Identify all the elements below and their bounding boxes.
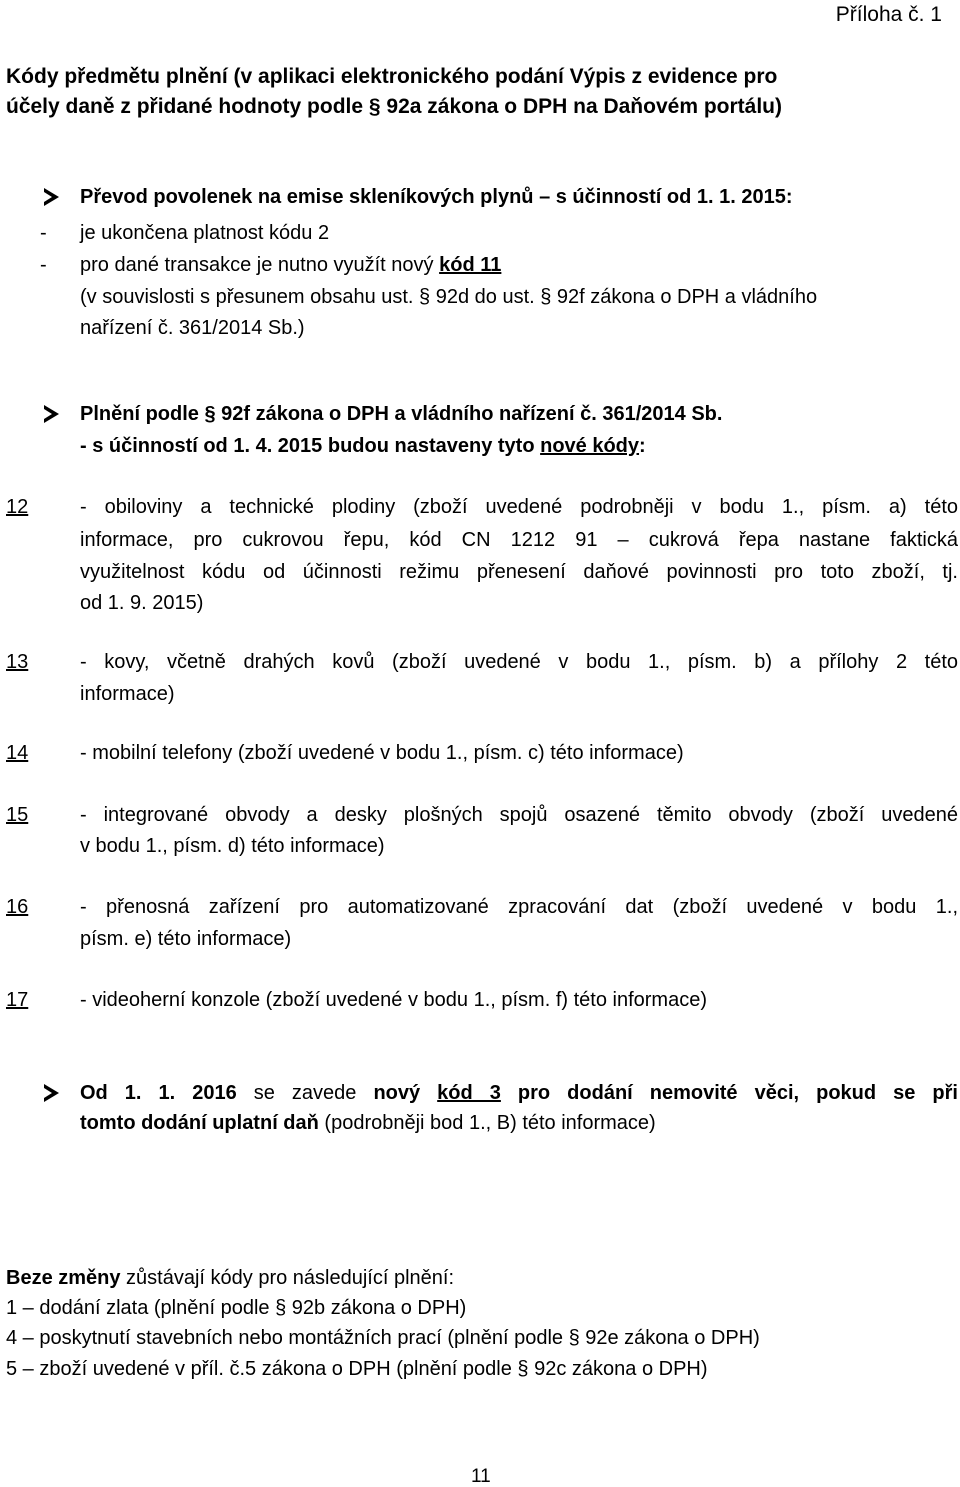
section1-dash2 bbox=[80, 255, 501, 275]
code-desc-line: informace) bbox=[80, 683, 175, 705]
section3-bold-phrase: tomto dodání uplatní daň bbox=[80, 1112, 319, 1134]
code-desc-line: v bodu 1., písm. d) této informace) bbox=[80, 835, 385, 857]
new-codes-label: nové kódy bbox=[540, 435, 640, 457]
code-desc-line: - integrované obvody a desky plošných spojů osazené těmito obvody (zboží uvedené bbox=[80, 804, 958, 826]
page-number: 11 bbox=[471, 1466, 491, 1487]
new-code-11: kód 11 bbox=[439, 254, 502, 276]
code-number: 14 bbox=[6, 742, 29, 764]
code-number: 12 bbox=[6, 496, 29, 518]
section3-ref: (podrobněji bod 1., B) této informace) bbox=[318, 1112, 656, 1134]
section3-new: nový bbox=[373, 1082, 438, 1104]
code-desc-line: informace, pro cukrovou řepu, kód CN 1212 91 – cukrová řepa nastane faktická bbox=[80, 529, 958, 551]
section1-dash2-line2: (v souvislosti s přesunem obsahu ust. § 92d do ust. § 92f zákona o DPH a vládního bbox=[80, 286, 818, 308]
section2-heading: Plnění podle § 92f zákona o DPH a vládního nařízení č. 361/2014 Sb. bbox=[80, 403, 723, 425]
section1-dash2-line3: nařízení č. 361/2014 Sb.) bbox=[80, 317, 305, 339]
unchanged-rest: zůstávají kódy pro následující plnění: bbox=[120, 1267, 455, 1289]
section2-subheading bbox=[80, 436, 646, 456]
dash-marker: - bbox=[40, 222, 47, 244]
unchanged-code-item: 1 – dodání zlata (plnění podle § 92b zákona o DPH) bbox=[6, 1297, 467, 1319]
code-desc-line: - videoherní konzole (zboží uvedené v bodu 1., písm. f) této informace) bbox=[80, 989, 707, 1011]
code-desc-line: - obiloviny a technické plodiny (zboží uvedené podrobněji v bodu 1., písm. a) této bbox=[80, 496, 958, 518]
section3-line2 bbox=[80, 1113, 656, 1133]
section3-bold-tail: pro dodání nemovité věci, pokud se při bbox=[500, 1082, 958, 1104]
document-title-line1: Kódy předmětu plnění (v aplikaci elektronického podání Výpis z evidence pro bbox=[6, 65, 778, 88]
bullet-arrow-icon bbox=[44, 405, 59, 423]
unchanged-code-item: 5 – zboží uvedené v příl. č.5 zákona o DPH (plnění podle § 92c zákona o DPH) bbox=[6, 1358, 708, 1380]
section3-date: Od 1. 1. 2016 bbox=[80, 1082, 237, 1104]
code-desc-line: písm. e) této informace) bbox=[80, 928, 292, 950]
unchanged-bold: Beze změny bbox=[6, 1267, 121, 1289]
new-code-3: kód 3 bbox=[437, 1082, 501, 1104]
document-title-line2: účely daně z přidané hodnoty podle § 92a zákona o DPH na Daňovém portálu) bbox=[6, 95, 782, 118]
code-desc-line: využitelnost kódu od účinnosti režimu přenesení daňové povinnosti pro toto zboží, tj. bbox=[80, 561, 958, 583]
section3-line1 bbox=[80, 1083, 958, 1103]
bullet-arrow-icon bbox=[44, 188, 59, 206]
code-desc-line: - přenosná zařízení pro automatizované zpracování dat (zboží uvedené v bodu 1., bbox=[80, 896, 958, 918]
code-desc-line: - kovy, včetně drahých kovů (zboží uvedené v bodu 1., písm. b) a přílohy 2 této bbox=[80, 651, 958, 673]
section1-heading: Převod povolenek na emise skleníkových plynů – s účinností od 1. 1. 2015: bbox=[80, 186, 793, 208]
unchanged-codes-heading bbox=[6, 1268, 454, 1288]
code-number: 16 bbox=[6, 896, 29, 918]
section1-dash2-text: pro dané transakce je nutno využít nový bbox=[80, 254, 440, 276]
code-desc-line: - mobilní telefony (zboží uvedené v bodu 1., písm. c) této informace) bbox=[80, 742, 684, 764]
bullet-arrow-icon bbox=[44, 1084, 59, 1102]
code-number: 17 bbox=[6, 989, 29, 1011]
dash-marker: - bbox=[40, 254, 47, 276]
section1-dash1: je ukončena platnost kódu 2 bbox=[80, 222, 330, 244]
code-number: 13 bbox=[6, 651, 29, 673]
section2-sub-colon: : bbox=[639, 435, 646, 457]
code-number: 15 bbox=[6, 804, 29, 826]
unchanged-code-item: 4 – poskytnutí stavebních nebo montážních prací (plnění podle § 92e zákona o DPH) bbox=[6, 1327, 760, 1349]
section2-sub-text: - s účinností od 1. 4. 2015 budou nastaveny tyto bbox=[80, 435, 541, 457]
annex-label: Příloha č. 1 bbox=[835, 3, 942, 26]
section3-text: se zavede bbox=[236, 1082, 374, 1104]
code-desc-line: od 1. 9. 2015) bbox=[80, 592, 204, 614]
